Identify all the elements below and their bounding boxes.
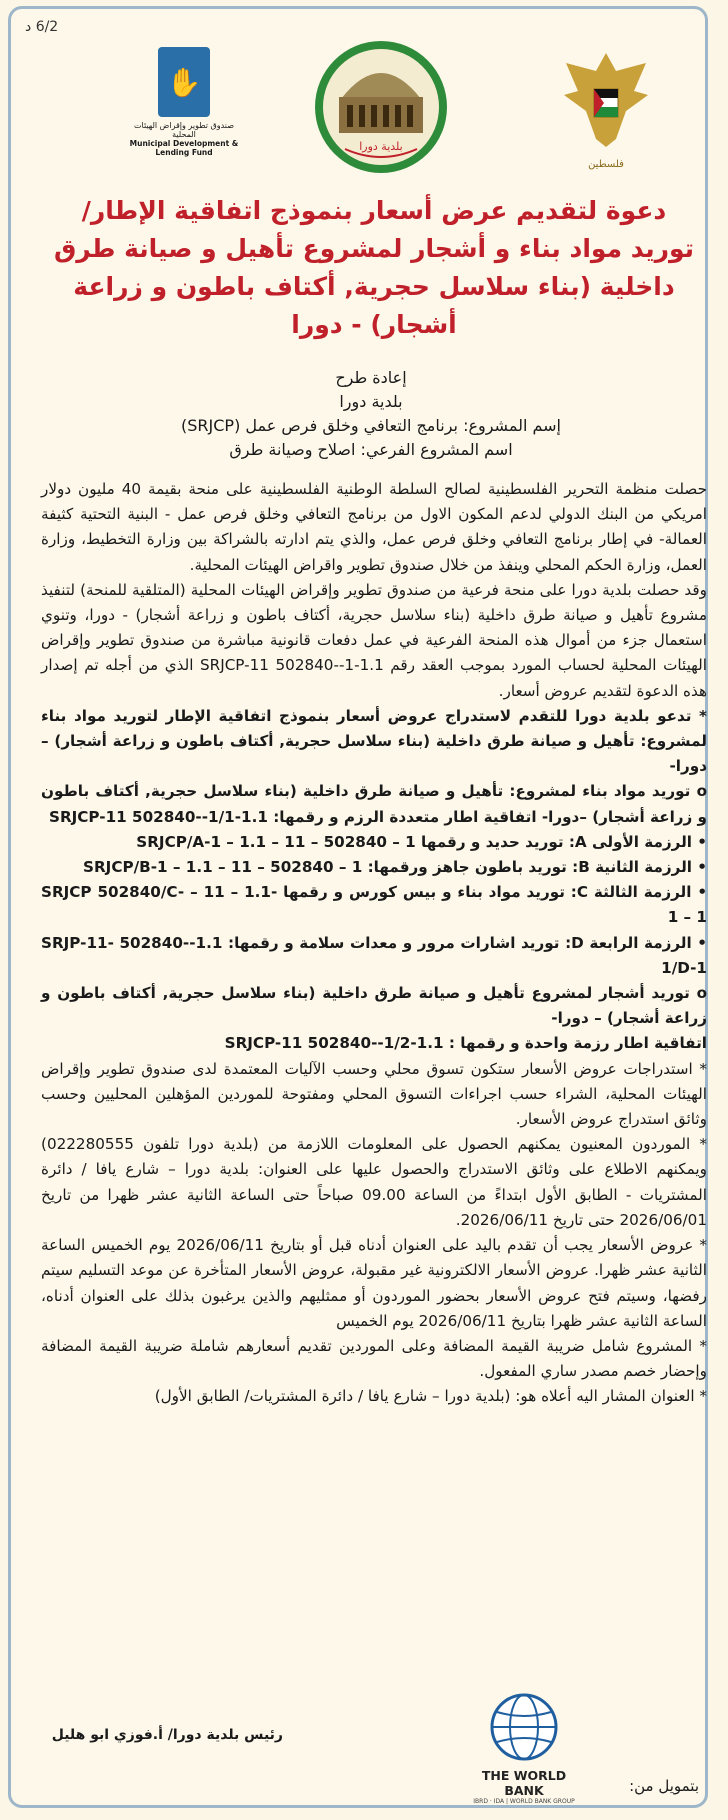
lot-d: • الرزمة الرابعة D: توريد اشارات مرور و معدات سلامة و رقمها: 1.1-SRJP-11- 502840-1/D-1: [41, 933, 707, 977]
eagle-icon: [556, 43, 656, 153]
world-bank-subtitle: IBRD · IDA | WORLD BANK GROUP: [473, 1798, 575, 1805]
lot-c: • الرزمة الثالثة C: توريد مواد بناء و بيس كورس و رقمها -1.1 – 11 – SRJCP 502840/C-1 – 1: [41, 883, 708, 927]
project-header: [71, 366, 671, 462]
palestine-caption: فلسطين: [588, 159, 624, 170]
paragraph-submission: * عروض الأسعار يجب أن تقدم باليد على العنوان أدناه قبل أو بتاريخ 2026/06/11 يوم الخميس الساعة الثانية عشر ظهرا. عروض الأسعار الالكترونية غير مقبولة، عروض الأسعار المتأخرة عن موعد التسليم سيتم رفضها، وسيتم فتح عروض الأسعار بحضور الموردون أو ممثليهم والذين يرغبون بذلك على العنوان أدناه، الساعة الثانية عشر ظهرا بتاريخ 2026/06/11 يوم الخميس: [41, 1236, 707, 1330]
paragraph-trees: o توريد أشجار لمشروع تأهيل و صيانة طرق داخلية (بناء سلاسل حجرية, أكتاف باطون و زراعة أشجار) – دورا-: [41, 984, 707, 1028]
funding-label: بتمويل من:: [629, 1777, 699, 1795]
page-reference: 6/2 د: [25, 19, 59, 35]
paragraph-materials: o توريد مواد بناء لمشروع: تأهيل و صيانة طرق داخلية (بناء سلاسل حجرية, أكتاف باطون و زراعة أشجار) –دورا- اتفاقية اطار متعددة الرزم و رقمها: 1.1-SRJCP-11 502840--1/1: [41, 782, 707, 826]
subproject-name: اسم المشروع الفرعي: اصلاح وصيانة طرق: [229, 440, 513, 459]
mdlf-hands-icon: ✋: [158, 47, 210, 117]
world-bank-name: THE WORLD BANK: [481, 1768, 567, 1798]
paragraph-trees-agreement: اتفاقية اطار رزمة واحدة و رقمها : 1.1-SRJCP-11 502840--1/2: [224, 1034, 707, 1053]
notice-body: [41, 477, 707, 1410]
lot-b: • الرزمة الثانية B: توريد باطون جاهز ورقمها: 1 – 502840 – 11 – 1.1 – SRJCP/B-1: [83, 858, 707, 877]
logos-row: [11, 37, 705, 177]
world-bank-logo: [465, 1692, 583, 1804]
paragraph-address: * العنوان المشار اليه أعلاه هو: (بلدية دورا – شارع يافا / دائرة المشتريات/ الطابق الأول): [154, 1387, 707, 1406]
mdlf-caption-en: Municipal Development & Lending Fund: [129, 139, 239, 157]
mdlf-caption-ar: صندوق تطوير وإقراض الهيئات المحلية: [133, 121, 235, 139]
municipality-name: بلدية دورا: [339, 392, 403, 411]
dura-municipality-seal: [311, 37, 451, 177]
mayor-signature: رئيس بلدية دورا/ أ.فوزي ابو هليل: [51, 1727, 283, 1743]
paragraph-vat: * المشروع شامل ضريبة القيمة المضافة وعلى الموردين تقديم أسعارهم شاملة ضريبة القيمة المضافة وإحضار خصم مصدر ساري المفعول.: [41, 1336, 707, 1381]
palestine-emblem: [556, 43, 656, 173]
paragraph-procurement: * استدراجات عروض الأسعار ستكون تسوق محلي وحسب الآليات المعتمدة لدى صندوق تطوير وإقراض الهيئات المحلية، الشراء حسب اجراءات التسوق المحلي ومفتوحة للموردين المؤهلين المحليين وحسب وثائق استدراج عروض الأسعار.: [41, 1059, 707, 1129]
project-name: إسم المشروع: برنامج التعافي وخلق فرص عمل (SRJCP): [181, 416, 561, 435]
notice-title: دعوة لتقديم عرض أسعار بنموذج اتفاقية الإطار/ توريد مواد بناء و أشجار لمشروع تأهيل و صيانة طرق داخلية (بناء سلاسل حجرية, أكتاف باطون و زراعة أشجار) - دورا: [53, 196, 695, 339]
retender-label: إعادة طرح: [335, 368, 407, 387]
paragraph-documents: * الموردون المعنيون يمكنهم الحصول على المعلومات اللازمة من (بلدية دورا تلفون 022280555) ويمكنهم الاطلاع على وثائق الاستدراج والحصول عليها على العنوان: بلدية دورا – شارع يافا / دائرة المشتريات - الطابق الأول ابتداءً من الساعة 09.00 صباحاً حتى الساعة الثانية عشر ظهرا من تاريخ 2026/06/01 حتى تاريخ 2026/06/11.: [41, 1135, 707, 1229]
paragraph-grant: حصلت منظمة التحرير الفلسطينية لصالح السلطة الوطنية الفلسطينية على منحة بقيمة 40 مليون دولار امريكي من البنك الدولي لدعم المكون الاول من برنامج التعافي وخلق فرص عمل - البنية التحتية كثيفة العمالة- في إطار برنامج التعافي وخلق فرص عمل، والذي يتم ادارته بالشراكة بين وزارة التخطيط، وزارة العمل، وزارة الحكم المحلي وينفذ من خلال صندوق تطوير واقراض الهيئات المحلية.: [41, 480, 707, 574]
globe-icon: [489, 1692, 559, 1762]
mdlf-logo: [129, 47, 239, 157]
paragraph-subgrant: وقد حصلت بلدية دورا على منحة فرعية من صندوق تطوير وإقراض الهيئات المحلية (المتلقية للمنحة) لتنفيذ مشروع تأهيل و صيانة طرق داخلية (بناء سلاسل حجرية، أكتاف باطون و زراعة أشجار) - دورا، وتنوي استعمال جزء من أموال هذه المنحة الفرعية في عمل دفعات قانونية مباشرة من صندوق تطوير وإقراض الهيئات المحلية لحساب المورد بموجب العقد رقم 1.1-SRJCP-11 502840--1 الذي من أجله تم إصدار هذه الدعوة لتقديم عروض أسعار.: [41, 580, 708, 700]
notice-frame: [8, 6, 708, 1808]
paragraph-invitation: * تدعو بلدية دورا للتقدم لاستدراج عروض أسعار بنموذج اتفاقية الإطار لتوريد مواد بناء لمشروع: تأهيل و صيانة طرق داخلية (بناء سلاسل حجرية, أكتاف باطون و زراعة أشجار) – دورا-: [41, 706, 707, 776]
lot-a: • الرزمة الأولى A: توريد حديد و رقمها 1 – 502840 – 11 – 1.1 – SRJCP/A-1: [136, 832, 707, 851]
seal-caption: بلدية دورا: [359, 140, 403, 153]
